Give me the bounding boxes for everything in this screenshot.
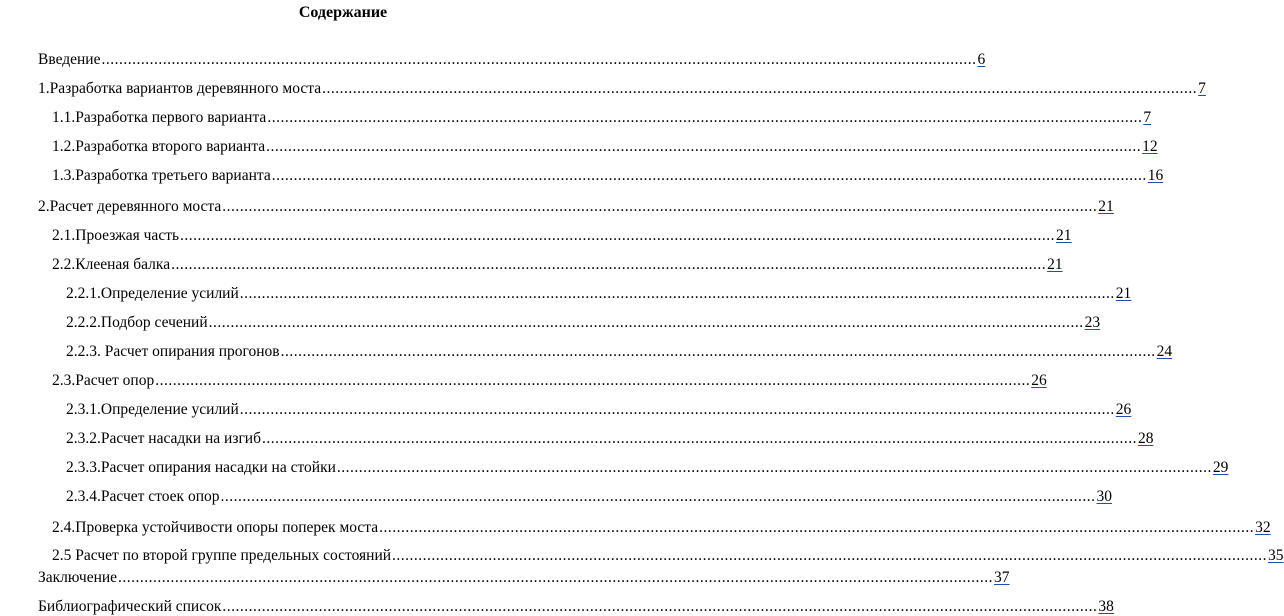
toc-entry-1-1[interactable] — [52, 107, 1152, 127]
toc-page-number[interactable]: 37 — [994, 569, 1010, 586]
toc-entry-text: Расчет опирания насадки на стойки — [100, 459, 336, 476]
toc-leader: ........................................................................................................................................................................................................ — [208, 314, 1084, 331]
toc-entry-number: 2.2.1. — [66, 285, 101, 302]
toc-entry-2-4[interactable] — [52, 517, 1271, 537]
toc-entry-text: Заключение — [38, 569, 118, 586]
toc-entry-number: 2.3.1. — [66, 401, 101, 418]
toc-leader: ........................................................................................................................................................................................................ — [220, 488, 1096, 505]
toc-entry-text: Разработка вариантов деревянного моста — [49, 80, 322, 97]
toc-leader: ........................................................................................................................................................................................................ — [222, 198, 1098, 215]
toc-page-number[interactable]: 12 — [1142, 138, 1158, 155]
toc-entry-1-3[interactable] — [52, 165, 1164, 185]
toc-entry-2-3-1[interactable] — [66, 399, 1132, 419]
toc-entry-conclusion[interactable] — [38, 567, 1010, 587]
toc-page-number[interactable]: 21 — [1115, 285, 1132, 302]
toc-leader: ........................................................................................................................................................................................................ — [267, 109, 1143, 126]
toc-page-number[interactable]: 24 — [1156, 343, 1173, 360]
toc-entry-number: 1. — [38, 80, 50, 97]
toc-leader: ........................................................................................................................................................................................................ — [336, 459, 1212, 476]
toc-page-number[interactable]: 21 — [1098, 198, 1114, 215]
toc-entry-text: Разработка второго варианта — [75, 138, 266, 155]
toc-entry-2-3-3[interactable] — [66, 457, 1229, 477]
toc-page-number[interactable]: 21 — [1056, 227, 1072, 244]
toc-entry-text: Расчет стоек опор — [100, 488, 220, 505]
toc-page-number[interactable]: 16 — [1147, 167, 1164, 184]
toc-entry-number: 2.3.4. — [66, 488, 101, 505]
toc-entry-text: Разработка первого варианта — [75, 109, 267, 126]
toc-entry-text: Проезжая часть — [75, 227, 180, 244]
toc-entry-intro[interactable] — [38, 49, 986, 69]
toc-leader: ........................................................................................................................................................................................................ — [101, 51, 977, 68]
toc-leader: ........................................................................................................................................................................................................ — [266, 138, 1142, 155]
toc-leader: ........................................................................................................................................................................................................ — [239, 401, 1115, 418]
toc-entry-2-3-4[interactable] — [66, 486, 1112, 506]
toc-entry-text: Подбор сечений — [100, 314, 208, 331]
toc-entry-number: 2.4. — [52, 519, 76, 536]
toc-entry-2-3[interactable] — [52, 370, 1047, 390]
toc-entry-2-2-2[interactable] — [66, 312, 1101, 332]
toc-page-number[interactable]: 7 — [1143, 109, 1152, 126]
toc-entry-number: 1.1. — [52, 109, 76, 126]
toc-leader: ........................................................................................................................................................................................................ — [261, 430, 1137, 447]
toc-entry-2-3-2[interactable] — [66, 428, 1154, 448]
toc-page-number[interactable]: 26 — [1031, 372, 1047, 389]
toc-leader: ........................................................................................................................................................................................................ — [155, 372, 1031, 389]
toc-page-number[interactable]: 35 — [1268, 547, 1284, 564]
toc-entry-text: Определение усилий — [100, 285, 239, 302]
toc-entry-number: 2.3. — [52, 372, 76, 389]
toc-page-number[interactable]: 6 — [977, 51, 986, 68]
toc-entry-number: 2.1. — [52, 227, 76, 244]
toc-entry-2-2-1[interactable] — [66, 283, 1132, 303]
toc-entry-1[interactable] — [38, 78, 1206, 98]
toc-leader: ........................................................................................................................................................................................................ — [322, 80, 1198, 97]
toc-heading: Содержание — [298, 4, 388, 21]
toc-entry-text: Разработка третьего варианта — [75, 167, 271, 184]
toc-leader: ........................................................................................................................................................................................................ — [271, 167, 1147, 184]
toc-entry-number: 2.2. — [52, 256, 76, 273]
toc-page-number[interactable]: 21 — [1047, 256, 1063, 273]
toc-entry-text: Библиографический список — [38, 598, 222, 615]
toc-page-number[interactable]: 23 — [1084, 314, 1101, 331]
toc-entry-number: 2.3.2. — [66, 430, 101, 447]
toc-entry-1-2[interactable] — [52, 136, 1158, 156]
toc-page-number[interactable]: 30 — [1096, 488, 1112, 505]
toc-entry-text: Проверка устойчивости опоры поперек моста — [75, 519, 379, 536]
toc-entry-number: 2.2.2. — [66, 314, 101, 331]
toc-page-number[interactable]: 26 — [1115, 401, 1132, 418]
toc-page-number[interactable]: 29 — [1212, 459, 1229, 476]
toc-leader: ........................................................................................................................................................................................................ — [392, 547, 1268, 564]
toc-page-number[interactable]: 28 — [1137, 430, 1154, 447]
toc-entry-2-1[interactable] — [52, 225, 1072, 245]
toc-entry-number: 2. — [38, 198, 50, 215]
toc-leader: ........................................................................................................................................................................................................ — [239, 285, 1115, 302]
toc-entry-2-2-3[interactable] — [66, 341, 1173, 361]
toc-leader: ........................................................................................................................................................................................................ — [222, 598, 1098, 615]
toc-entry-bibliography[interactable] — [38, 598, 1114, 615]
toc-entry-number: 1.3. — [52, 167, 76, 184]
toc-leader: ........................................................................................................................................................................................................ — [180, 227, 1056, 244]
toc-entry-text: Клееная балка — [75, 256, 171, 273]
toc-entry-2[interactable] — [38, 196, 1114, 216]
toc-entry-text: Введение — [38, 51, 101, 68]
toc-entry-text: Определение усилий — [100, 401, 239, 418]
toc-entry-number: 1.2. — [52, 138, 76, 155]
toc-page-number[interactable]: 38 — [1098, 598, 1114, 615]
toc-entry-2-5[interactable] — [52, 545, 1284, 565]
toc-page-number[interactable]: 32 — [1255, 519, 1271, 536]
toc-entry-text: Расчет насадки на изгиб — [100, 430, 261, 447]
toc-leader: ........................................................................................................................................................................................................ — [379, 519, 1255, 536]
toc-entry-text: Расчет опор — [75, 372, 155, 389]
toc-leader: ........................................................................................................................................................................................................ — [118, 569, 994, 586]
toc-page-number[interactable]: 7 — [1198, 80, 1206, 97]
toc-entry-text: 2.2.3. Расчет опирания прогонов — [66, 343, 280, 360]
toc-entry-number: 2.3.3. — [66, 459, 101, 476]
toc-entry-text: 2.5 Расчет по второй группе предельных состояний — [52, 547, 392, 564]
toc-leader: ........................................................................................................................................................................................................ — [171, 256, 1047, 273]
toc-leader: ........................................................................................................................................................................................................ — [280, 343, 1156, 360]
toc-entry-text: Расчет деревянного моста — [49, 198, 222, 215]
toc-entry-2-2[interactable] — [52, 254, 1063, 274]
